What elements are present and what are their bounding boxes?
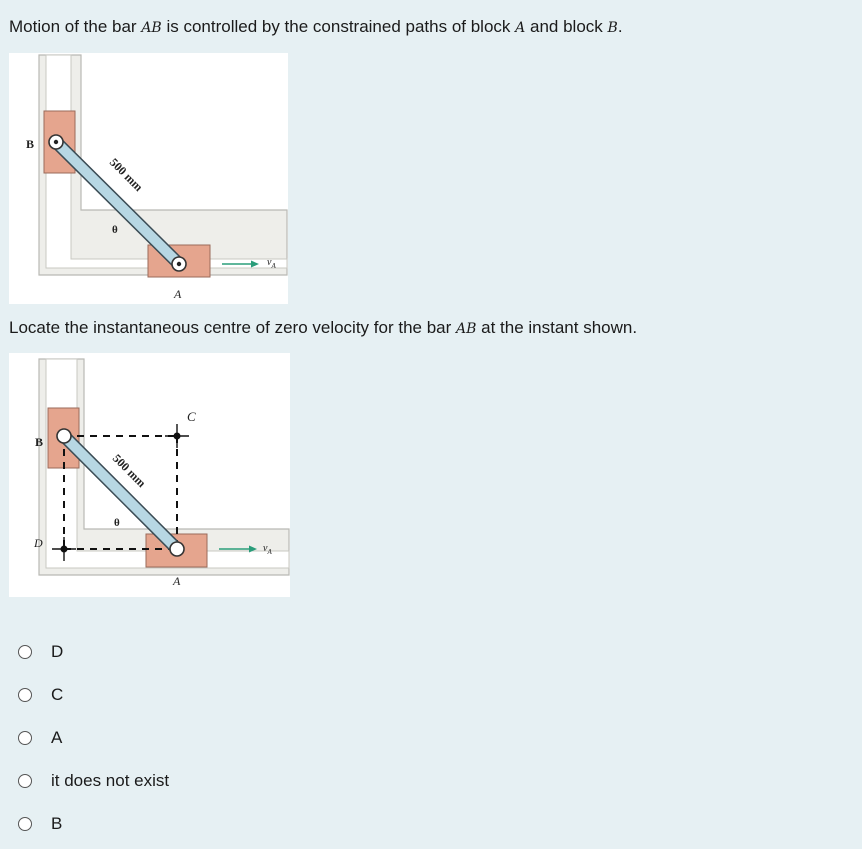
point-c <box>165 424 189 448</box>
length-label: 500 mm <box>106 155 146 195</box>
option-label: it does not exist <box>51 770 170 790</box>
option-d[interactable] <box>18 630 169 673</box>
option-c[interactable] <box>18 673 169 716</box>
math-bar-ab-2: AB <box>456 321 477 337</box>
radio-button[interactable] <box>18 731 32 745</box>
math-block-a: A <box>515 20 526 36</box>
radio-button[interactable] <box>18 774 32 788</box>
label-b-2: B <box>35 435 44 449</box>
intro-text-2: is controlled by the constrained paths of block <box>161 17 516 36</box>
option-b[interactable] <box>18 802 169 845</box>
velocity-label: $v_A$ <box>267 257 276 270</box>
angle-theta: θ <box>112 224 118 236</box>
pin-a-2 <box>170 542 184 556</box>
pin-b-2 <box>57 429 71 443</box>
radio-button[interactable] <box>18 688 32 702</box>
option-does-not-exist[interactable] <box>18 759 169 802</box>
math-bar-ab: AB <box>141 20 162 36</box>
option-label: B <box>51 813 63 833</box>
prompt-text-1: Locate the instantaneous centre of zero velocity for the bar <box>9 318 456 337</box>
label-a: A <box>174 287 182 301</box>
intro-text-3: and block <box>525 17 608 36</box>
answer-options <box>18 630 169 845</box>
radio-button[interactable] <box>18 645 32 659</box>
velocity-label-2: $v_A$ <box>263 543 272 556</box>
label-b: B <box>26 137 35 151</box>
option-a[interactable] <box>18 716 169 759</box>
option-label: A <box>51 727 63 747</box>
radio-button[interactable] <box>18 817 32 831</box>
option-label: C <box>51 684 64 704</box>
label-d: D <box>34 536 43 550</box>
length-label-2: 500 mm <box>109 451 149 491</box>
question-intro <box>9 16 623 39</box>
figure-bar-mechanism-svg <box>9 53 288 304</box>
question-prompt <box>9 317 637 340</box>
option-label: D <box>51 641 64 661</box>
angle-theta-2: θ <box>114 517 120 529</box>
intro-text-1: Motion of the bar <box>9 17 142 36</box>
figure-instant-centre <box>9 353 290 597</box>
math-block-b: B <box>607 20 618 36</box>
intro-text-4: . <box>617 17 623 36</box>
label-c: C <box>187 409 196 424</box>
figure-instant-centre-svg <box>9 353 290 597</box>
prompt-text-2: at the instant shown. <box>476 318 638 337</box>
figure-bar-mechanism <box>9 53 288 304</box>
label-a-2: A <box>173 574 181 588</box>
